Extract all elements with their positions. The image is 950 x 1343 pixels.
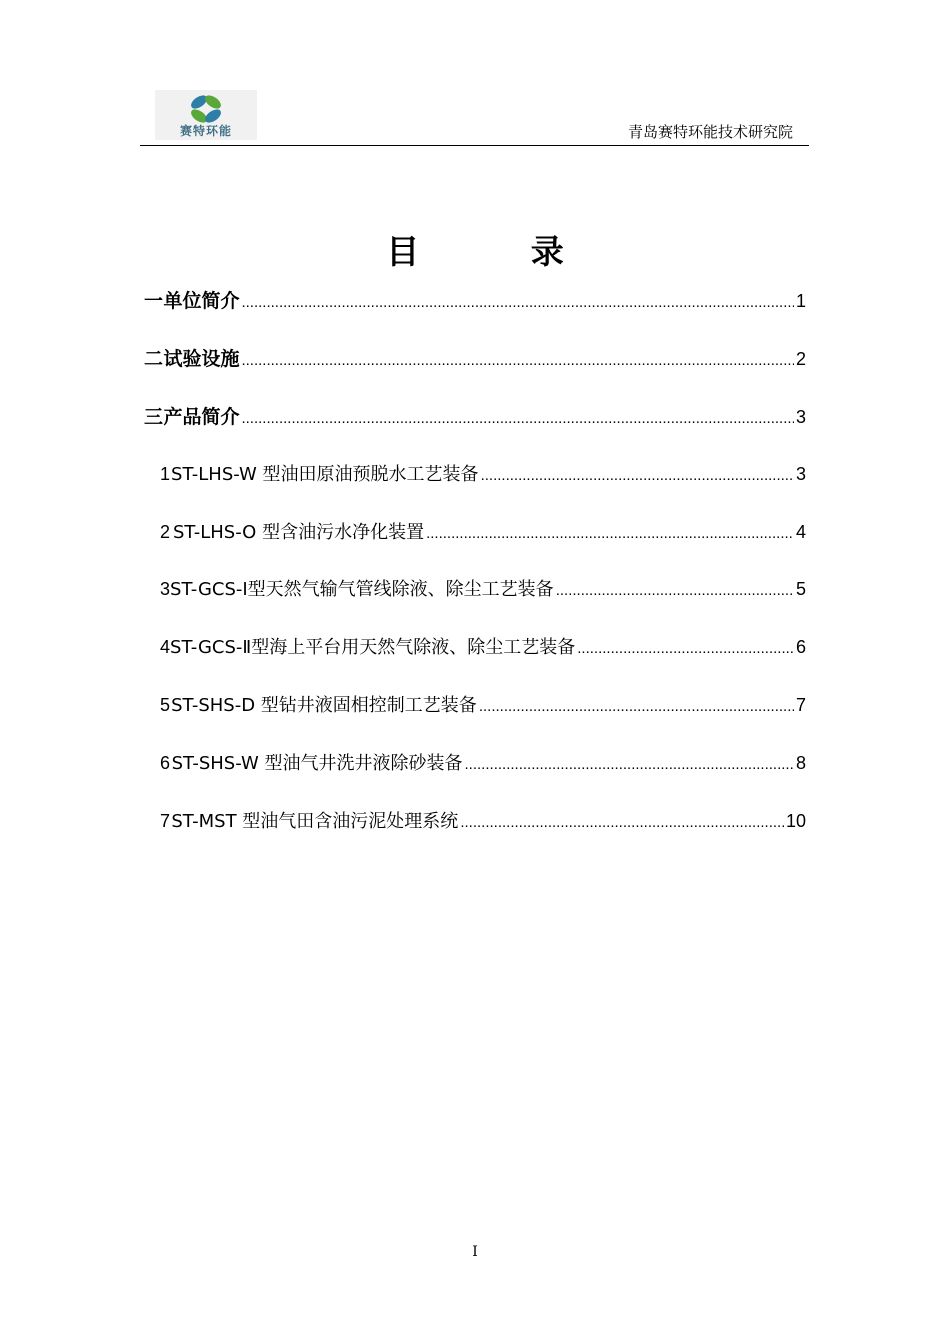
toc-entry-page: 7: [795, 695, 806, 715]
toc-entry-title: ST-SHS-D 型钻井液固相控制工艺装备: [171, 695, 477, 716]
toc-entry-number: 4: [160, 637, 171, 657]
toc-leader-dots: [241, 352, 794, 369]
toc-entry[interactable]: [160, 460, 806, 486]
toc-entry-page: 8: [795, 753, 806, 773]
toc-entry[interactable]: [160, 691, 806, 717]
organization-name: 青岛赛特环能技术研究院: [627, 123, 793, 141]
toc-leader-dots: [479, 698, 794, 715]
toc-entry-page: 1: [795, 291, 806, 311]
toc-entry-page: 6: [795, 637, 806, 657]
page-number: I: [472, 1244, 478, 1260]
toc-entry-title: 产品简介: [163, 406, 240, 428]
toc-entry-number: 5: [160, 695, 171, 715]
toc-entry-page: 2: [795, 349, 806, 369]
toc-entry[interactable]: [160, 749, 806, 775]
toc-entry-page: 5: [795, 579, 806, 599]
toc-entry-number: 2: [160, 522, 171, 542]
toc-entry-number: 一: [144, 290, 164, 312]
page-title: 目 录: [386, 232, 614, 271]
toc-entry-page: 3: [795, 464, 806, 484]
toc-entry-number: 3: [160, 579, 171, 599]
toc-entry-page: 10: [785, 811, 806, 831]
toc-entry-title: ST-MST 型油气田含油污泥处理系统: [171, 811, 459, 832]
toc-entry-title: ST-LHS-O 型含油污水净化装置: [172, 522, 425, 543]
toc-leader-dots: [460, 814, 784, 831]
toc-entry[interactable]: [144, 402, 806, 429]
toc-entry-title: ST-SHS-W 型油气井洗井液除砂装备: [171, 753, 463, 774]
toc-entry-title: ST-GCS-Ⅰ型天然气输气管线除液、除尘工艺装备: [170, 579, 554, 600]
toc-entry-title: 试验设施: [163, 348, 240, 370]
toc-leader-dots: [241, 294, 794, 311]
toc-entry-number: 6: [160, 753, 171, 773]
toc-leader-dots: [465, 756, 794, 773]
toc-entry[interactable]: [144, 344, 806, 371]
toc-entry-title: 单位简介: [163, 290, 240, 312]
toc-leader-dots: [577, 640, 794, 657]
toc-entry-number: 二: [144, 348, 164, 370]
toc-entry[interactable]: [160, 807, 806, 833]
toc-entry[interactable]: [160, 518, 806, 544]
toc-entry[interactable]: [144, 286, 806, 313]
toc-entry-page: 3: [795, 407, 806, 427]
toc-entry[interactable]: [160, 575, 806, 601]
toc-entry-number: 三: [144, 406, 164, 428]
toc-entry[interactable]: [160, 633, 806, 659]
logo-text: 赛特环能: [179, 124, 232, 138]
toc-leader-dots: [556, 582, 794, 599]
toc-leader-dots: [426, 525, 794, 542]
toc-entry-title: ST-LHS-W 型油田原油预脱水工艺装备: [171, 464, 479, 485]
toc-leader-dots: [241, 410, 794, 427]
toc-leader-dots: [481, 467, 794, 484]
toc-entry-page: 4: [795, 522, 806, 542]
toc-entry-title: ST-GCS-Ⅱ型海上平台用天然气除液、除尘工艺装备: [170, 637, 576, 658]
toc-entry-number: 1: [160, 464, 171, 484]
toc-entry-number: 7: [160, 811, 171, 831]
